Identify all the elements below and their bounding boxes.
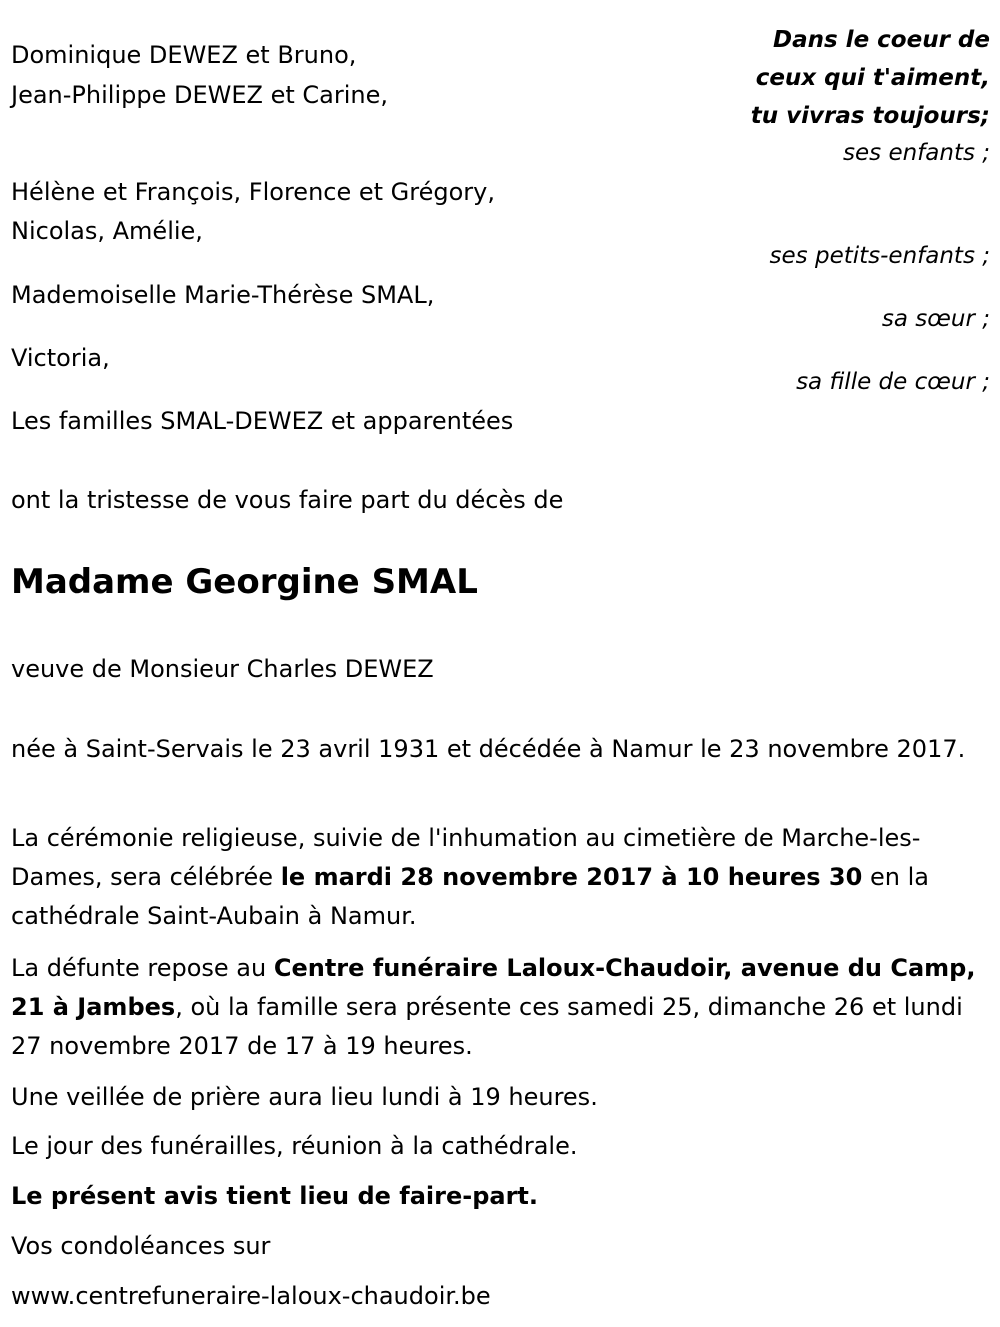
- heart-daughter-name: Victoria,: [11, 344, 110, 372]
- rest-text-2: , où la famille sera présente ces samedi 25, dimanche 26 et lundi 27 novembre 2017 de 17 à 19 heures.: [11, 993, 963, 1060]
- quote-line-3: tu vivras toujours;: [750, 103, 990, 129]
- widow-text: veuve de Monsieur Charles DEWEZ: [11, 655, 434, 683]
- funeral-day-text: Le jour des funérailles, réunion à la cathédrale.: [11, 1132, 578, 1160]
- intro-text: ont la tristesse de vous faire part du décès de: [11, 486, 564, 514]
- ceremony-date: le mardi 28 novembre 2017 à 10 heures 30: [280, 863, 863, 891]
- families-line: Les familles SMAL-DEWEZ et apparentées: [11, 407, 514, 435]
- grandchildren-line-1: Hélène et François, Florence et Grégory,: [11, 178, 495, 206]
- notice-text: Le présent avis tient lieu de faire-part.: [11, 1182, 539, 1210]
- quote-line-1: Dans le coeur de: [773, 27, 990, 53]
- website-link[interactable]: www.centrefuneraire-laloux-chaudoir.be: [11, 1282, 491, 1310]
- birth-death-text: née à Saint-Servais le 23 avril 1931 et décédée à Namur le 23 novembre 2017.: [11, 735, 966, 763]
- rest-paragraph: [11, 949, 981, 1066]
- relation-sister: sa sœur ;: [881, 306, 990, 332]
- children-line-2: Jean-Philippe DEWEZ et Carine,: [11, 81, 388, 109]
- children-line-1: Dominique DEWEZ et Bruno,: [11, 41, 357, 69]
- grandchildren-line-2: Nicolas, Amélie,: [11, 217, 203, 245]
- condolences-label: Vos condoléances sur: [11, 1232, 271, 1260]
- relation-heart-daughter: sa fille de cœur ;: [796, 369, 990, 395]
- relation-grandchildren: ses petits-enfants ;: [769, 243, 990, 269]
- ceremony-text-1: La cérémonie religieuse, suivie de l'inhumation au cimetière de Marche-les-Dames, sera célébrée: [11, 824, 921, 891]
- ceremony-text-2: en la cathédrale Saint-Aubain à Namur.: [11, 863, 929, 930]
- vigil-text: Une veillée de prière aura lieu lundi à 19 heures.: [11, 1083, 598, 1111]
- ceremony-paragraph: [11, 819, 981, 936]
- deceased-name: Madame Georgine SMAL: [11, 562, 478, 602]
- relation-children: ses enfants ;: [843, 140, 990, 166]
- quote-line-2: ceux qui t'aiment,: [755, 65, 990, 91]
- funeral-home: Centre funéraire Laloux-Chaudoir, avenue du Camp, 21 à Jambes: [11, 954, 976, 1021]
- sister-name: Mademoiselle Marie-Thérèse SMAL,: [11, 281, 435, 309]
- rest-text-1: La défunte repose au: [11, 954, 274, 982]
